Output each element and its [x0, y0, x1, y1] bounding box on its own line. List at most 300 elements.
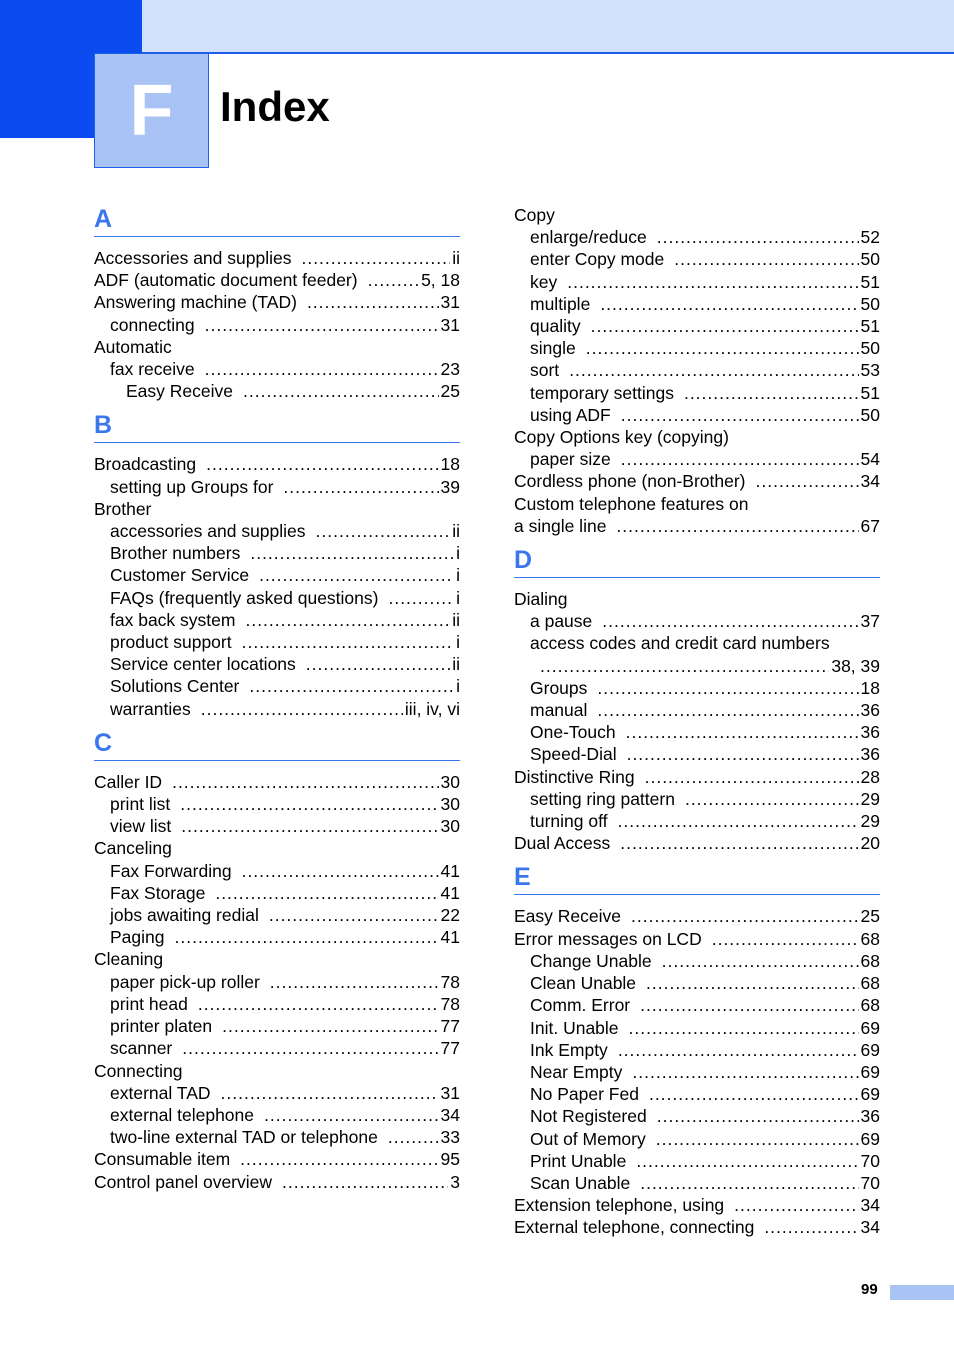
entry-pages: 51 [860, 382, 880, 403]
entry-pages: 41 [440, 860, 460, 881]
entry-term: enlarge/reduce [530, 227, 647, 248]
entry-term: Fax Forwarding [110, 860, 232, 881]
section-letter: E [514, 863, 531, 892]
dot-leader [712, 928, 859, 950]
index-entry [514, 382, 880, 404]
dot-leader [631, 905, 859, 927]
dot-leader [632, 1061, 858, 1083]
entry-pages: 51 [860, 316, 880, 337]
entry-term: Fax Storage [110, 882, 206, 903]
index-entry [94, 1104, 460, 1126]
index-entry [94, 971, 460, 993]
entry-term: scanner [110, 1038, 173, 1059]
entry-term: Distinctive Ring [514, 766, 635, 787]
index-entry [514, 632, 880, 654]
entry-pages: 68 [860, 973, 880, 994]
entry-term: a pause [530, 611, 593, 632]
entry-pages: 22 [440, 905, 460, 926]
entry-pages: 54 [860, 449, 880, 470]
entry-pages: 38, 39 [831, 655, 880, 676]
entry-term: ADF (automatic document feeder) [94, 270, 358, 291]
entry-pages: 36 [860, 744, 880, 765]
section-divider [514, 577, 880, 578]
index-entry [514, 404, 880, 426]
index-entry [514, 470, 880, 492]
entry-term: Consumable item [94, 1149, 231, 1170]
page-title: Index [220, 83, 330, 130]
dot-leader [657, 226, 859, 248]
section-divider [94, 236, 460, 237]
index-entry [94, 1148, 460, 1170]
entry-pages: i [456, 587, 460, 608]
index-entry [94, 904, 460, 926]
entry-term: One-Touch [530, 722, 616, 743]
entry-pages: 39 [440, 476, 460, 497]
index-entry [514, 788, 880, 810]
index-entry [94, 882, 460, 904]
index-entry [94, 1060, 460, 1082]
index-entry [94, 1037, 460, 1059]
entry-term: single [530, 338, 576, 359]
entry-pages: 69 [860, 1061, 880, 1082]
dot-leader [283, 476, 438, 498]
entry-term: view list [110, 816, 172, 837]
index-entry [94, 247, 460, 269]
dot-leader [270, 971, 439, 993]
index-entry [514, 293, 880, 315]
entry-term: Ink Empty [530, 1039, 608, 1060]
entry-pages: 67 [860, 515, 880, 536]
entry-term: connecting [110, 314, 195, 335]
entry-pages: 28 [860, 766, 880, 787]
entry-term: Automatic [94, 336, 172, 357]
entry-pages: 37 [860, 611, 880, 632]
index-entry [514, 1150, 880, 1172]
entry-term: Accessories and supplies [94, 248, 292, 268]
entry-term: enter Copy mode [530, 249, 665, 270]
entry-pages: i [456, 543, 460, 564]
entry-pages: 25 [440, 381, 460, 402]
entry-pages: 78 [440, 993, 460, 1014]
dot-leader [597, 677, 858, 699]
dot-leader [600, 293, 858, 315]
index-entry [94, 542, 460, 564]
index-entry [514, 950, 880, 972]
dot-leader [621, 404, 859, 426]
index-entry [514, 1083, 880, 1105]
dot-leader [569, 359, 858, 381]
entry-term: a single line [514, 515, 607, 536]
index-entry [514, 1172, 880, 1194]
section-letter: D [514, 546, 533, 575]
index-entry [514, 337, 880, 359]
dot-leader [662, 950, 859, 972]
entry-pages: 34 [860, 1195, 880, 1216]
entry-term: Custom telephone features on [514, 493, 749, 514]
dot-leader [586, 337, 859, 359]
entry-term: Out of Memory [530, 1128, 646, 1149]
entry-term: Easy Receive [126, 381, 233, 402]
entry-pages: 33 [440, 1127, 460, 1148]
index-entry [94, 993, 460, 1015]
entry-term: Groups [530, 677, 588, 698]
dot-leader [250, 542, 454, 564]
dot-leader [205, 314, 439, 336]
entry-term: Clean Unable [530, 973, 637, 994]
dot-leader [269, 904, 439, 926]
index-entry [94, 948, 460, 970]
entry-pages: 31 [440, 1082, 460, 1103]
entry-pages: i [456, 632, 460, 653]
entry-pages: 20 [860, 833, 880, 854]
index-entry [94, 1015, 460, 1037]
index-entry [514, 721, 880, 743]
entry-pages: 69 [860, 1128, 880, 1149]
entry-pages: 31 [440, 292, 460, 313]
index-section [514, 204, 880, 537]
dot-leader [640, 1172, 858, 1194]
entry-term: Paging [110, 927, 165, 948]
entry-term: Copy [514, 205, 555, 225]
dot-leader [388, 1126, 439, 1148]
entry-pages: 50 [860, 293, 880, 314]
entry-pages: 77 [440, 1016, 460, 1037]
entry-term: Cleaning [94, 949, 164, 970]
index-entry [94, 675, 460, 697]
index-entry [514, 610, 880, 632]
dot-leader [206, 453, 438, 475]
entry-term: Cordless phone (non-Brother) [514, 471, 746, 492]
entry-term: Copy Options key (copying) [514, 427, 729, 448]
dot-leader [645, 766, 859, 788]
dot-leader [616, 515, 858, 537]
index-column-right [514, 204, 880, 1239]
index-entry [514, 493, 880, 515]
dot-leader [245, 609, 450, 631]
index-entry [514, 1105, 880, 1127]
entry-term: temporary settings [530, 382, 674, 403]
entry-term: setting ring pattern [530, 788, 675, 809]
index-entry [514, 226, 880, 248]
entry-term: paper pick-up roller [110, 971, 260, 992]
index-entry [514, 832, 880, 854]
entry-pages: 69 [860, 1017, 880, 1038]
entry-pages: 31 [440, 314, 460, 335]
index-entry [94, 587, 460, 609]
index-entry [514, 1194, 880, 1216]
dot-leader [301, 247, 450, 269]
entry-pages: 18 [860, 677, 880, 698]
index-section [514, 541, 880, 854]
index-entry [94, 498, 460, 520]
entry-term: external TAD [110, 1082, 211, 1103]
index-entry [514, 994, 880, 1016]
index-entry [514, 248, 880, 270]
dot-leader [591, 315, 859, 337]
index-section [94, 200, 460, 402]
dot-leader [205, 358, 439, 380]
entry-pages: ii [452, 521, 460, 542]
index-entry [94, 1082, 460, 1104]
entry-term: access codes and credit card numbers [530, 633, 830, 654]
entry-pages: 5, 18 [421, 270, 460, 291]
dot-leader [657, 1105, 859, 1127]
entry-term: Print Unable [530, 1150, 627, 1171]
section-letter: C [94, 728, 113, 757]
entry-pages: 70 [860, 1150, 880, 1171]
index-entry [514, 743, 880, 765]
entry-pages: 18 [440, 454, 460, 475]
entry-term: Change Unable [530, 950, 652, 971]
dot-leader [215, 882, 438, 904]
index-entry [514, 271, 880, 293]
index-entry [94, 653, 460, 675]
entry-term: Customer Service [110, 565, 250, 586]
entry-term: accessories and supplies [110, 521, 306, 542]
dot-leader [602, 610, 858, 632]
entry-term: quality [530, 316, 581, 337]
index-entry [94, 520, 460, 542]
entry-pages: 52 [860, 227, 880, 248]
index-section [94, 406, 460, 719]
index-entry [94, 631, 460, 653]
entry-term: product support [110, 632, 232, 653]
dot-leader [567, 271, 858, 293]
index-entry [514, 1128, 880, 1150]
dot-leader [620, 832, 858, 854]
entry-pages: 34 [440, 1104, 460, 1125]
entry-term: print head [110, 993, 188, 1014]
entry-pages: 50 [860, 249, 880, 270]
entry-term: Comm. Error [530, 995, 631, 1016]
index-column-left [94, 200, 460, 1193]
entry-term: manual [530, 700, 588, 721]
index-entry [514, 905, 880, 927]
entry-term: Near Empty [530, 1061, 623, 1082]
dot-leader [649, 1083, 859, 1105]
index-entry [94, 336, 460, 358]
entry-pages: 41 [440, 882, 460, 903]
index-entry [94, 269, 460, 291]
entry-pages: 50 [860, 404, 880, 425]
entry-pages: 36 [860, 1106, 880, 1127]
dot-leader [306, 653, 450, 675]
index-entry [94, 291, 460, 313]
index-entry [514, 448, 880, 470]
entry-pages: ii [452, 654, 460, 675]
dot-leader [540, 655, 829, 677]
index-entry [94, 380, 460, 402]
dot-leader [201, 698, 403, 720]
entry-term: printer platen [110, 1016, 213, 1037]
entry-pages: 78 [440, 971, 460, 992]
entry-term: turning off [530, 811, 608, 832]
dot-leader [618, 1039, 859, 1061]
dot-leader [240, 1148, 438, 1170]
index-entry [94, 837, 460, 859]
header-band [0, 0, 954, 54]
entry-pages: 53 [860, 360, 880, 381]
entry-pages: 30 [440, 794, 460, 815]
entry-pages: 25 [860, 906, 880, 927]
dot-leader [674, 248, 858, 270]
entry-term: Solutions Center [110, 676, 240, 697]
entry-term: Dialing [514, 589, 568, 610]
index-entry [94, 860, 460, 882]
index-entry [514, 1216, 880, 1238]
entry-pages: 30 [440, 771, 460, 792]
entry-pages: ii [452, 248, 460, 268]
index-entry [94, 815, 460, 837]
section-divider [94, 760, 460, 761]
dot-leader [172, 771, 438, 793]
entry-pages: 68 [860, 950, 880, 971]
entry-pages: 3 [450, 1171, 460, 1192]
entry-pages: 34 [860, 471, 880, 492]
index-entry [94, 358, 460, 380]
entry-term: paper size [530, 449, 611, 470]
dot-leader [242, 631, 455, 653]
entry-pages: 69 [860, 1039, 880, 1060]
entry-pages: 68 [860, 995, 880, 1016]
index-entry [514, 972, 880, 994]
dot-leader [685, 788, 859, 810]
entry-term: two-line external TAD or telephone [110, 1127, 378, 1148]
entry-pages: 23 [440, 359, 460, 380]
index-section [514, 858, 880, 1238]
index-entry [94, 698, 460, 720]
dot-leader [621, 448, 859, 470]
chapter-letter-box [94, 53, 209, 168]
index-entry [514, 588, 880, 610]
section-divider [94, 442, 460, 443]
dot-leader [221, 1082, 439, 1104]
entry-pages: 69 [860, 1084, 880, 1105]
dot-leader [307, 291, 439, 313]
dot-leader [388, 587, 454, 609]
index-entry [514, 1061, 880, 1083]
index-entry [514, 515, 880, 537]
index-entry [514, 315, 880, 337]
dot-leader [198, 993, 439, 1015]
dot-leader [756, 470, 859, 492]
entry-term: Speed-Dial [530, 744, 617, 765]
entry-term: Control panel overview [94, 1171, 273, 1192]
entry-term: FAQs (frequently asked questions) [110, 587, 379, 608]
entry-term: Dual Access [514, 833, 611, 854]
section-divider [514, 894, 880, 895]
dot-leader [282, 1171, 448, 1193]
index-entry [94, 453, 460, 475]
entry-pages: 95 [440, 1149, 460, 1170]
dot-leader [764, 1216, 858, 1238]
index-entry [94, 926, 460, 948]
dot-leader [316, 520, 451, 542]
entry-term: Canceling [94, 838, 172, 859]
dot-leader [182, 1037, 438, 1059]
dot-leader [684, 382, 859, 404]
index-entry [514, 766, 880, 788]
dot-leader [646, 972, 858, 994]
entry-term: Brother numbers [110, 543, 241, 564]
entry-term: Answering machine (TAD) [94, 292, 297, 313]
index-entry [94, 476, 460, 498]
entry-term: using ADF [530, 404, 611, 425]
index-entry [94, 793, 460, 815]
dot-leader [627, 743, 859, 765]
entry-pages: 51 [860, 271, 880, 292]
entry-term: fax receive [110, 359, 195, 380]
entry-term: sort [530, 360, 560, 381]
dot-leader [656, 1128, 859, 1150]
entry-pages: 29 [860, 811, 880, 832]
entry-pages: 36 [860, 722, 880, 743]
entry-term: print list [110, 794, 171, 815]
chapter-letter: F [129, 70, 174, 151]
entry-pages: 30 [440, 816, 460, 837]
entry-term: External telephone, connecting [514, 1217, 755, 1238]
entry-term: Error messages on LCD [514, 928, 702, 949]
entry-pages: 34 [860, 1217, 880, 1238]
index-entry [94, 1171, 460, 1193]
index-entry [514, 699, 880, 721]
entry-pages: 29 [860, 788, 880, 809]
dot-leader [175, 926, 439, 948]
dot-leader [249, 675, 454, 697]
entry-pages: iii, iv, vi [404, 698, 460, 719]
entry-term: Service center locations [110, 654, 296, 675]
index-entry [514, 1017, 880, 1039]
entry-term: Extension telephone, using [514, 1195, 725, 1216]
entry-pages: 77 [440, 1038, 460, 1059]
section-letter: B [94, 411, 113, 440]
index-entry [514, 204, 880, 226]
entry-pages: ii [452, 609, 460, 630]
index-entry [514, 928, 880, 950]
index-entry [94, 1126, 460, 1148]
dot-leader [734, 1194, 858, 1216]
entry-pages: 36 [860, 700, 880, 721]
index-entry [514, 359, 880, 381]
entry-pages: 68 [860, 928, 880, 949]
entry-pages: 70 [860, 1172, 880, 1193]
index-entry [514, 426, 880, 448]
dot-leader [242, 860, 439, 882]
entry-term: Brother [94, 498, 152, 519]
entry-pages: 41 [440, 927, 460, 948]
index-entry [514, 655, 880, 677]
entry-term: setting up Groups for [110, 476, 274, 497]
dot-leader [629, 1017, 859, 1039]
index-entry [94, 609, 460, 631]
index-section [94, 724, 460, 1193]
dot-leader [368, 269, 419, 291]
index-entry [94, 771, 460, 793]
dot-leader [640, 994, 858, 1016]
dot-leader [181, 815, 438, 837]
entry-term: Easy Receive [514, 906, 621, 927]
section-letter: A [94, 205, 113, 233]
entry-term: Init. Unable [530, 1017, 619, 1038]
entry-term: fax back system [110, 609, 236, 630]
entry-pages: 50 [860, 338, 880, 359]
dot-leader [618, 810, 859, 832]
entry-term: jobs awaiting redial [110, 905, 259, 926]
dot-leader [264, 1104, 439, 1126]
entry-term: Connecting [94, 1060, 183, 1081]
dot-leader [243, 380, 439, 402]
entry-term: No Paper Fed [530, 1084, 639, 1105]
